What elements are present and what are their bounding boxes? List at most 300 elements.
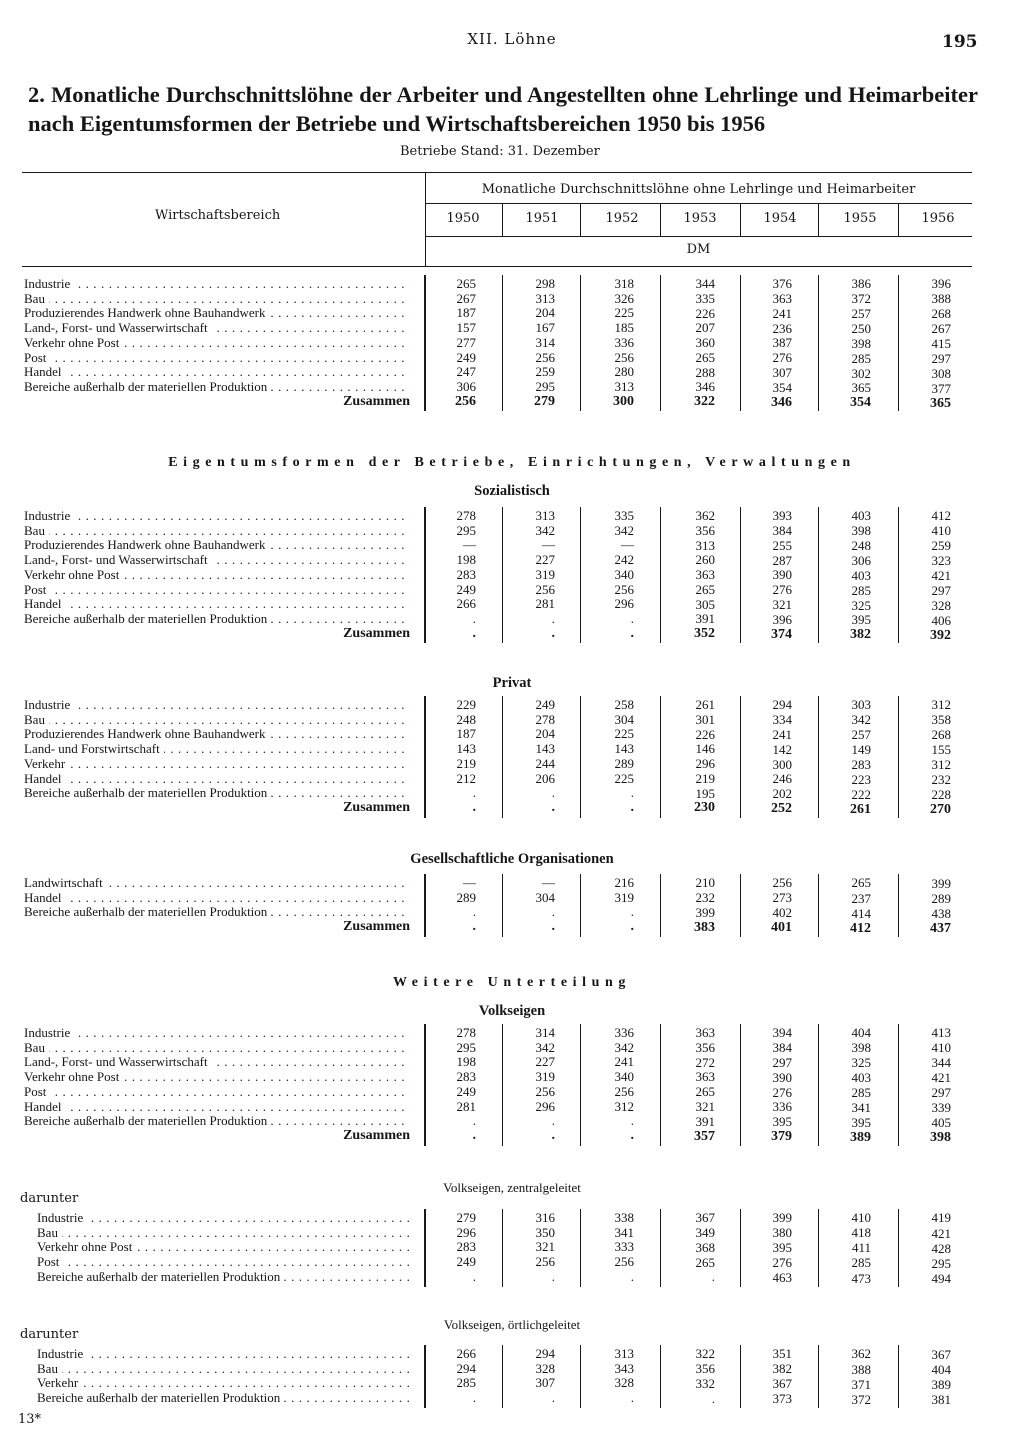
column-separator: [660, 507, 661, 643]
table-cell: 265: [695, 581, 715, 597]
column-separator: [740, 1209, 741, 1287]
table-cell: .: [551, 1113, 555, 1129]
table-cell: 273: [772, 890, 792, 906]
table-cell: 368: [695, 1239, 715, 1255]
total-row-label: Zusammen: [343, 1127, 410, 1143]
row-label: [37, 1347, 410, 1361]
column-separator: [898, 1024, 899, 1146]
header-top-rule: [22, 172, 972, 173]
table-cell: 328: [535, 1360, 555, 1376]
row-label: [24, 583, 410, 597]
year-separator: [898, 203, 899, 236]
table-cell: 342: [535, 522, 555, 538]
table-cell: 319: [535, 566, 555, 582]
table-cell: 268: [931, 306, 951, 322]
table-cell: 202: [772, 786, 792, 802]
table-cell: 356: [695, 1361, 715, 1376]
table-cell: 247: [456, 364, 476, 380]
table-cell: .: [630, 1268, 634, 1284]
table-cell: 305: [695, 596, 715, 612]
table-cell: 204: [535, 305, 555, 321]
table-cell: 232: [695, 890, 715, 905]
table-cell: 412: [850, 920, 871, 936]
table-cell: 303: [851, 697, 871, 713]
table-cell: .: [711, 1269, 715, 1285]
table-cell: 321: [772, 597, 792, 613]
table-cell: 354: [772, 379, 792, 395]
table-cell: .: [472, 785, 476, 801]
table-cell: 332: [695, 1375, 715, 1391]
table-cell: 325: [851, 1055, 871, 1070]
table-cell: 226: [695, 305, 715, 321]
table-cell: 363: [695, 1069, 715, 1085]
table-cell: 313: [535, 508, 555, 523]
table-cell: 401: [771, 920, 792, 936]
row-label-text: Industrie: [37, 1347, 87, 1361]
table-cell: 342: [851, 712, 871, 728]
table-cell: .: [472, 1127, 476, 1143]
row-label-text: Post: [24, 1085, 50, 1099]
table-cell: 384: [772, 522, 792, 538]
column-separator: [580, 1209, 581, 1287]
year-separator: [818, 203, 819, 236]
row-label: [24, 306, 410, 320]
table-cell: 328: [931, 597, 951, 613]
row-label-text: Industrie: [37, 1211, 87, 1225]
table-cell: .: [551, 610, 555, 626]
table-cell: 256: [455, 393, 476, 409]
row-label: [24, 698, 410, 712]
table-cell: 357: [694, 1128, 715, 1144]
table-cell: 265: [695, 1084, 715, 1100]
table-cell: 198: [456, 552, 476, 568]
sheet-mark: 13*: [18, 1412, 42, 1427]
table-cell: 346: [695, 379, 715, 395]
table-cell: 404: [851, 1025, 871, 1041]
row-label-text: Handel: [24, 772, 66, 786]
table-cell: 342: [614, 522, 634, 538]
table-cell: 381: [931, 1392, 951, 1408]
table-cell: 283: [456, 1239, 476, 1255]
column-separator: [502, 696, 503, 818]
table-cell: 367: [931, 1346, 951, 1362]
table-cell: 207: [695, 320, 715, 336]
table-cell: 438: [931, 906, 951, 921]
table-cell: 342: [535, 1039, 555, 1055]
row-label-text: Bau: [24, 524, 49, 538]
column-separator: [660, 1024, 661, 1146]
table-cell: 421: [931, 1225, 951, 1241]
table-cell: 360: [695, 335, 715, 351]
table-cell: 294: [535, 1346, 555, 1361]
table-cell: 321: [535, 1239, 555, 1255]
table-cell: 225: [614, 305, 634, 321]
table-cell: 295: [456, 522, 476, 538]
table-cell: .: [551, 1268, 555, 1284]
table-cell: 428: [931, 1240, 951, 1256]
table-cell: 285: [851, 1084, 871, 1100]
table-cell: 367: [772, 1376, 792, 1392]
table-cell: .: [472, 610, 476, 626]
table-cell: 395: [772, 1114, 792, 1130]
table-cell: 265: [456, 276, 476, 291]
table-cell: 285: [851, 582, 871, 598]
table-cell: 307: [535, 1375, 555, 1391]
table-cell: 283: [851, 756, 871, 772]
table-cell: 212: [456, 770, 476, 786]
table-cell: 312: [931, 697, 951, 713]
row-label: [37, 1240, 410, 1254]
column-separator: [818, 275, 819, 411]
table-cell: 307: [772, 365, 792, 381]
column-separator: [502, 275, 503, 411]
year-separator: [502, 203, 503, 236]
row-label: [24, 568, 410, 582]
column-separator: [898, 696, 899, 818]
column-separator: [502, 1345, 503, 1408]
year-header: 1955: [843, 211, 877, 226]
row-label: [24, 905, 410, 919]
table-cell: 395: [772, 1240, 792, 1256]
row-label: [24, 292, 410, 306]
table-cell: 270: [930, 802, 951, 818]
table-cell: 296: [456, 1224, 476, 1240]
total-row-label: Zusammen: [343, 799, 410, 815]
table-cell: 386: [851, 276, 871, 292]
column-separator: [898, 1345, 899, 1408]
row-label: [24, 786, 410, 800]
table-cell: 410: [931, 1040, 951, 1056]
table-cell: 322: [695, 1346, 715, 1362]
row-label-text: Industrie: [24, 277, 74, 291]
row-label: [24, 713, 410, 727]
table-cell: 142: [772, 741, 792, 757]
table-cell: .: [551, 904, 555, 920]
table-cell: 216: [614, 875, 634, 890]
table-cell: 298: [535, 276, 555, 291]
table-cell: 266: [456, 1346, 476, 1361]
table-cell: 187: [456, 726, 476, 742]
row-label-text: Bereiche außerhalb der materiellen Produktion: [37, 1270, 284, 1284]
row-label-text: Bereiche außerhalb der materiellen Produktion: [24, 612, 271, 626]
table-cell: 267: [931, 321, 951, 337]
block-left-rule: [424, 696, 426, 818]
table-cell: 404: [931, 1361, 951, 1377]
row-label: [24, 509, 410, 523]
table-cell: 336: [614, 334, 634, 350]
table-cell: 296: [695, 756, 715, 772]
table-cell: .: [630, 625, 634, 641]
row-label-text: Verkehr ohne Post: [24, 336, 123, 350]
row-label: [24, 772, 410, 786]
year-header: 1952: [605, 211, 639, 226]
table-cell: 325: [851, 597, 871, 613]
table-cell: 248: [456, 711, 476, 727]
table-cell: 228: [931, 787, 951, 803]
table-cell: 206: [535, 770, 555, 786]
table-cell: 390: [772, 567, 792, 583]
table-cell: 338: [614, 1210, 634, 1225]
table-cell: 380: [772, 1225, 792, 1241]
table-cell: 272: [695, 1054, 715, 1070]
table-cell: 304: [614, 711, 634, 727]
table-cell: 354: [850, 395, 871, 411]
table-cell: 382: [850, 627, 871, 643]
total-row-label: Zusammen: [343, 393, 410, 409]
table-cell: 229: [456, 697, 476, 712]
header-span-rule: [425, 203, 972, 204]
table-cell: 391: [695, 611, 715, 627]
table-cell: 241: [772, 726, 792, 742]
row-label: [24, 612, 410, 626]
column-separator: [740, 275, 741, 411]
table-cell: .: [472, 1113, 476, 1129]
table-cell: 418: [851, 1225, 871, 1241]
table-cell: 261: [850, 801, 871, 817]
table-cell: 328: [614, 1375, 634, 1391]
column-separator: [660, 275, 661, 411]
row-label: [37, 1211, 410, 1225]
table-cell: 257: [851, 305, 871, 321]
table-cell: 335: [695, 290, 715, 306]
table-cell: 374: [771, 626, 792, 642]
row-label-text: Bau: [24, 1041, 49, 1055]
row-label: [24, 727, 410, 741]
column-separator: [740, 1345, 741, 1408]
year-separator: [740, 203, 741, 236]
row-label: [37, 1391, 410, 1405]
table-cell: 319: [614, 889, 634, 905]
row-label-text: Handel: [24, 365, 66, 379]
table-cell: 395: [851, 612, 871, 628]
row-label-text: Verkehr: [24, 757, 69, 771]
table-cell: 388: [931, 291, 951, 307]
table-cell: 276: [772, 1255, 792, 1270]
table-cell: —: [542, 875, 555, 890]
table-cell: .: [630, 904, 634, 920]
table-cell: 389: [931, 1377, 951, 1393]
table-cell: 295: [931, 1255, 951, 1271]
table-cell: 322: [694, 394, 715, 410]
table-cell: 256: [535, 349, 555, 365]
table-cell: 396: [772, 611, 792, 627]
row-label-text: Verkehr ohne Post: [24, 568, 123, 582]
subsection-heading-volkseigen: Volkseigen: [478, 1003, 546, 1019]
total-row-label: Zusammen: [343, 625, 410, 641]
table-cell: .: [630, 919, 634, 935]
row-label-text: Bau: [37, 1226, 62, 1240]
table-cell: 259: [931, 538, 951, 554]
table-cell: 143: [456, 741, 476, 757]
row-label-text: Post: [37, 1255, 63, 1269]
table-cell: .: [630, 1127, 634, 1143]
row-label-text: Bereiche außerhalb der materiellen Produktion: [24, 1114, 271, 1128]
table-cell: 339: [931, 1100, 951, 1116]
table-cell: 219: [695, 770, 715, 786]
table-cell: 276: [772, 1084, 792, 1100]
table-cell: 296: [535, 1098, 555, 1114]
row-label-text: Verkehr ohne Post: [24, 1070, 123, 1084]
table-cell: 398: [930, 1130, 951, 1146]
table-cell: 265: [695, 349, 715, 365]
column-separator: [580, 1024, 581, 1146]
table-cell: 250: [851, 320, 871, 336]
table-cell: 297: [931, 1085, 951, 1101]
table-cell: .: [630, 1390, 634, 1406]
table-cell: 296: [614, 596, 634, 612]
table-cell: 313: [614, 378, 634, 394]
row-label: [37, 1376, 410, 1390]
table-cell: 242: [614, 552, 634, 568]
darunter-label: darunter: [20, 1327, 79, 1342]
row-label-text: Produzierendes Handwerk ohne Bauhandwerk: [24, 306, 270, 320]
table-cell: 421: [931, 1070, 951, 1086]
row-label-text: Bereiche außerhalb der materiellen Produktion: [24, 905, 271, 919]
block-left-rule: [424, 1024, 426, 1146]
row-label: [24, 538, 410, 552]
table-cell: 279: [456, 1210, 476, 1225]
table-cell: 289: [614, 755, 634, 771]
table-cell: 410: [931, 523, 951, 539]
table-cell: 256: [614, 349, 634, 365]
table-cell: 399: [931, 875, 951, 891]
table-cell: 301: [695, 711, 715, 727]
table-cell: 244: [535, 755, 555, 771]
table-cell: .: [551, 625, 555, 641]
table-cell: 302: [851, 365, 871, 381]
table-cell: 143: [535, 741, 555, 757]
table-cell: 395: [851, 1114, 871, 1130]
row-label-text: Post: [24, 351, 50, 365]
table-cell: 437: [930, 921, 951, 937]
table-cell: 411: [851, 1240, 871, 1256]
subsection-heading-zentral: Volkseigen, zentralgeleitet: [443, 1180, 581, 1195]
table-cell: 398: [851, 523, 871, 539]
column-separator: [660, 1209, 661, 1287]
table-cell: —: [542, 537, 555, 553]
table-cell: 230: [694, 800, 715, 816]
column-separator: [898, 874, 899, 937]
table-cell: 256: [772, 875, 792, 891]
table-cell: —: [463, 537, 476, 553]
table-cell: 316: [535, 1210, 555, 1225]
row-label: [24, 336, 410, 350]
column-separator: [580, 1345, 581, 1408]
darunter-label: darunter: [20, 1191, 79, 1206]
table-cell: .: [711, 1390, 715, 1406]
table-cell: 371: [851, 1376, 871, 1392]
table-cell: 346: [771, 394, 792, 410]
table-cell: 278: [456, 508, 476, 523]
table-cell: 403: [851, 508, 871, 524]
row-label: [24, 1114, 410, 1128]
year-separator: [660, 203, 661, 236]
table-cell: 248: [851, 537, 871, 553]
table-cell: 267: [456, 290, 476, 306]
page-number: 195: [942, 32, 978, 52]
table-cell: 295: [456, 1039, 476, 1055]
column-separator: [660, 1345, 661, 1408]
section-heading-eigentumsformen: Eigentumsformen der Betriebe, Einrichtungen, Verwaltungen: [168, 455, 856, 470]
block-left-rule: [424, 1209, 426, 1287]
table-cell: 249: [535, 697, 555, 712]
column-separator: [502, 874, 503, 937]
column-separator: [502, 1024, 503, 1146]
table-cell: 403: [851, 1069, 871, 1085]
table-cell: 396: [931, 276, 951, 292]
table-cell: 237: [851, 890, 871, 906]
table-cell: 195: [695, 785, 715, 801]
stand-note: Betriebe Stand: 31. Dezember: [400, 144, 600, 159]
table-cell: 232: [931, 772, 951, 788]
table-cell: 256: [614, 1254, 634, 1270]
table-cell: 241: [772, 305, 792, 321]
column-separator: [898, 1209, 899, 1287]
table-cell: 294: [456, 1360, 476, 1376]
table-cell: 155: [931, 742, 951, 758]
table-cell: 319: [535, 1069, 555, 1085]
table-cell: 392: [930, 627, 951, 643]
table-cell: 494: [931, 1271, 951, 1286]
section-heading-weitere: Weitere Unterteilung: [392, 975, 632, 990]
subsection-heading-gesellschaftlich: Gesellschaftliche Organisationen: [410, 851, 614, 867]
column-separator: [818, 1209, 819, 1287]
row-label-text: Bau: [24, 292, 49, 306]
table-cell: 388: [851, 1361, 871, 1377]
table-cell: 167: [535, 320, 555, 336]
row-label: [24, 1100, 410, 1114]
table-cell: 389: [850, 1129, 871, 1145]
table-cell: 289: [456, 889, 476, 905]
table-cell: 351: [772, 1346, 792, 1362]
row-label-text: Land-, Forst- und Wasserwirtschaft: [24, 553, 212, 567]
table-cell: 255: [772, 537, 792, 553]
row-label-text: Bau: [24, 713, 49, 727]
block-left-rule: [424, 1345, 426, 1408]
column-separator: [818, 696, 819, 818]
table-cell: 367: [695, 1210, 715, 1226]
table-cell: 376: [772, 276, 792, 292]
table-cell: 384: [772, 1040, 792, 1055]
table-cell: .: [630, 1113, 634, 1129]
table-cell: 402: [772, 905, 792, 921]
column-separator: [580, 696, 581, 818]
row-label: [24, 876, 410, 890]
table-cell: 314: [535, 334, 555, 350]
row-label-text: Handel: [24, 597, 66, 611]
table-cell: 398: [851, 1040, 871, 1056]
table-cell: 306: [456, 378, 476, 394]
table-cell: 344: [931, 1055, 951, 1071]
table-cell: .: [630, 785, 634, 801]
table-cell: 363: [695, 1025, 715, 1041]
table-cell: .: [472, 625, 476, 641]
row-label: [24, 597, 410, 611]
row-label: [24, 891, 410, 905]
row-label: [24, 742, 410, 756]
column-separator: [502, 507, 503, 643]
chapter-heading: XII. Löhne: [467, 30, 557, 48]
row-label-text: Verkehr ohne Post: [37, 1240, 136, 1254]
subsection-heading-sozialistisch: Sozialistisch: [474, 483, 550, 499]
table-cell: 222: [851, 786, 871, 802]
row-label-text: Bereiche außerhalb der materiellen Produktion: [37, 1391, 284, 1405]
row-label-text: Land-, Forst- und Wasserwirtschaft: [24, 1055, 212, 1069]
row-label-text: Produzierendes Handwerk ohne Bauhandwerk: [24, 727, 270, 741]
header-bottom-rule: [22, 266, 972, 267]
table-cell: 297: [931, 583, 951, 598]
table-cell: 219: [456, 755, 476, 771]
